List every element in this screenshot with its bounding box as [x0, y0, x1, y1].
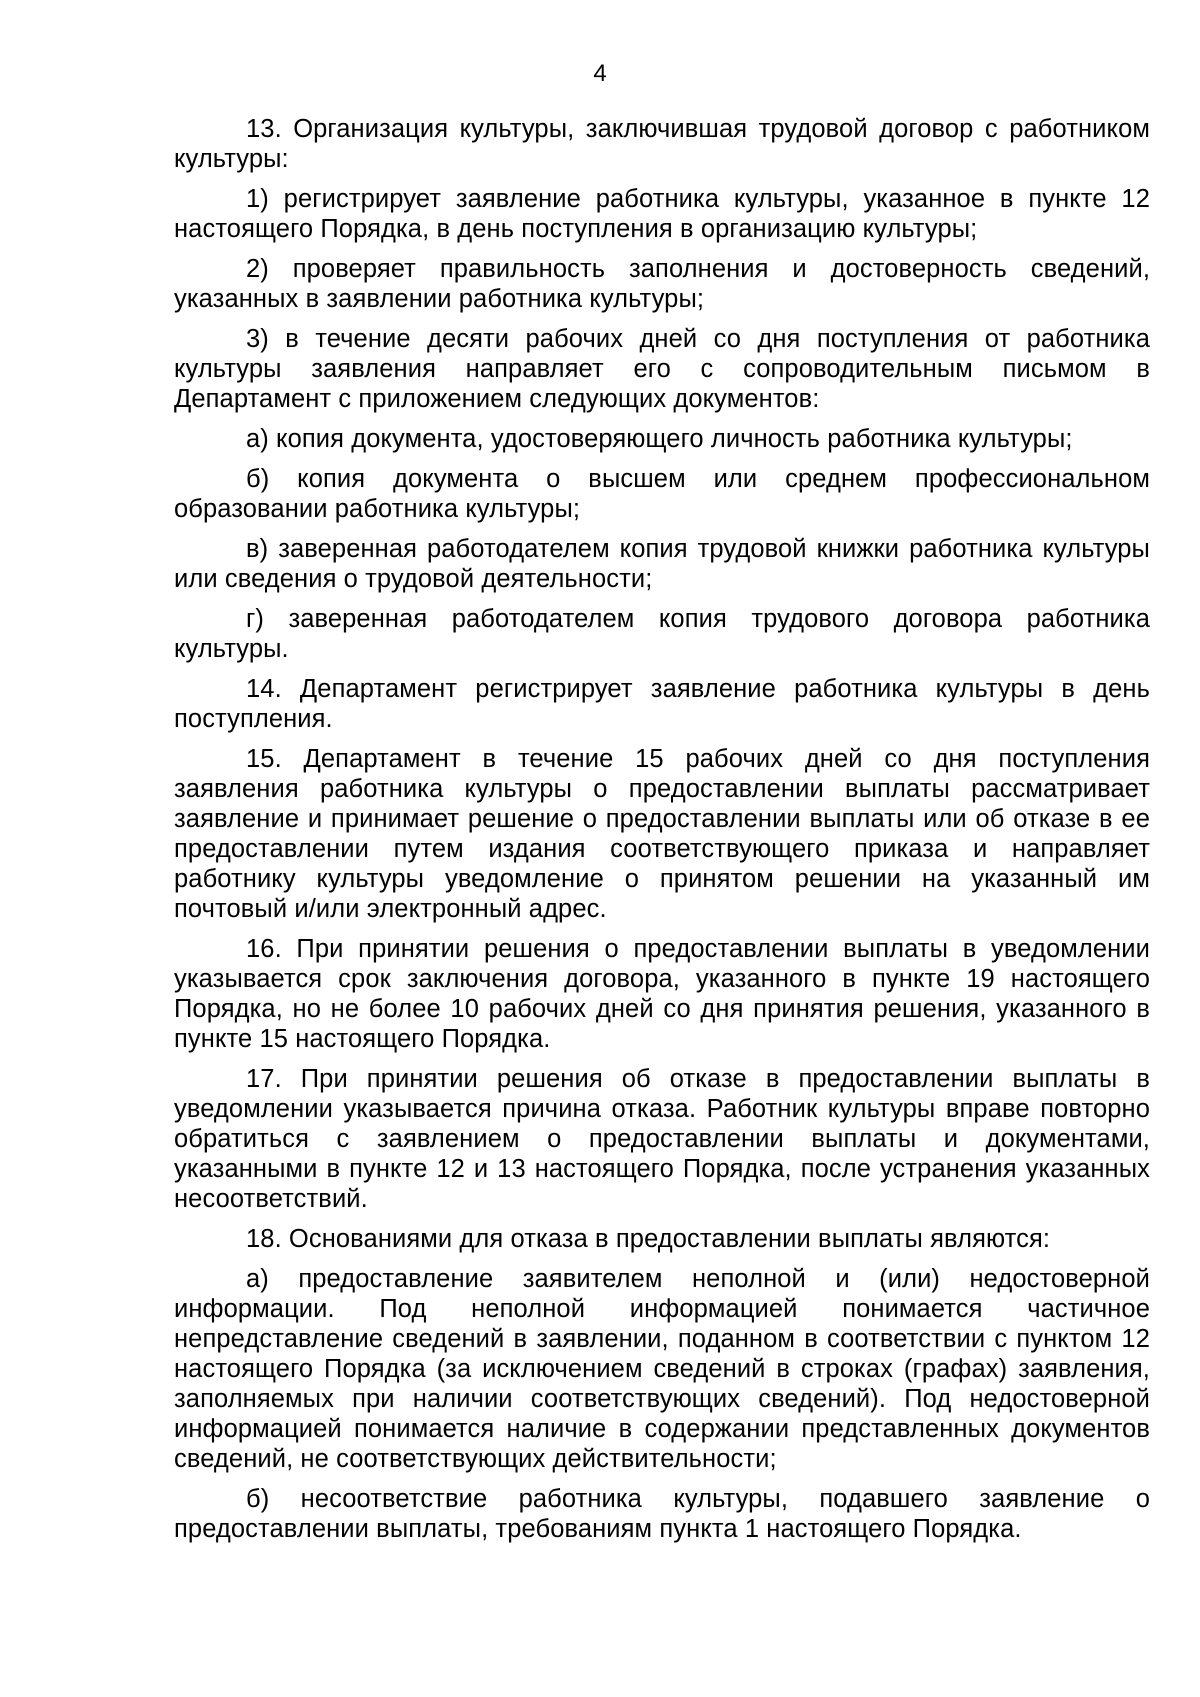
paragraph-14: 14. Департамент регистрирует заявление работника культуры в день поступления.	[174, 675, 1150, 733]
paragraph-13-2: 2) проверяет правильность заполнения и достоверность сведений, указанных в заявлении работника культуры;	[174, 255, 1150, 313]
paragraph-13-1: 1) регистрирует заявление работника культуры, указанное в пункте 12 настоящего Порядка, в день поступления в организацию культуры;	[174, 185, 1150, 243]
paragraph-16: 16. При принятии решения о предоставлении выплаты в уведомлении указывается срок заключения договора, указанного в пункте 19 настоящего Порядка, но не более 10 рабочих дней со дня принятия решения, указанного в пункте 15 настоящего Порядка.	[174, 935, 1150, 1053]
paragraph-13-3-a: а) копия документа, удостоверяющего личность работника культуры;	[246, 425, 1073, 453]
paragraph-18-a: а) предоставление заявителем неполной и (или) недостоверной информации. Под неполной информацией понимается частичное непредставление сведений в заявлении, поданном в соответствии с пунктом 12 настоящего Порядка (за исключением сведений в строках (графах) заявления, заполняемых при наличии соответствующих сведений). Под недостоверной информацией понимается наличие в содержании представленных документов сведений, не соответствующих действительности;	[174, 1265, 1150, 1473]
paragraph-13-3: 3) в течение десяти рабочих дней со дня поступления от работника культуры заявления направляет его с сопроводительным письмом в Департамент с приложением следующих документов:	[174, 325, 1150, 413]
page-number: 4	[593, 60, 607, 87]
document-body	[174, 114, 1150, 1554]
paragraph-13-3-v: в) заверенная работодателем копия трудовой книжки работника культуры или сведения о трудовой деятельности;	[174, 535, 1150, 593]
paragraph-13: 13. Организация культуры, заключившая трудовой договор с работником культуры:	[174, 115, 1150, 173]
paragraph-15: 15. Департамент в течение 15 рабочих дней со дня поступления заявления работника культуры о предоставлении выплаты рассматривает заявление и принимает решение о предоставлении выплаты или об отказе в ее предоставлении путем издания соответствующего приказа и направляет работнику культуры уведомление о принятом решении на указанный им почтовый и/или электронный адрес.	[174, 745, 1150, 923]
paragraph-18: 18. Основаниями для отказа в предоставлении выплаты являются:	[246, 1225, 1051, 1253]
paragraph-13-3-g: г) заверенная работодателем копия трудового договора работника культуры.	[174, 605, 1150, 663]
paragraph-17: 17. При принятии решения об отказе в предоставлении выплаты в уведомлении указывается причина отказа. Работник культуры вправе повторно обратиться с заявлением о предоставлении выплаты и документами, указанными в пункте 12 и 13 настоящего Порядка, после устранения указанных несоответствий.	[174, 1065, 1150, 1213]
paragraph-13-3-b: б) копия документа о высшем или среднем профессиональном образовании работника культуры;	[174, 465, 1150, 523]
paragraph-18-b: б) несоответствие работника культуры, подавшего заявление о предоставлении выплаты, требованиям пункта 1 настоящего Порядка.	[174, 1485, 1150, 1543]
